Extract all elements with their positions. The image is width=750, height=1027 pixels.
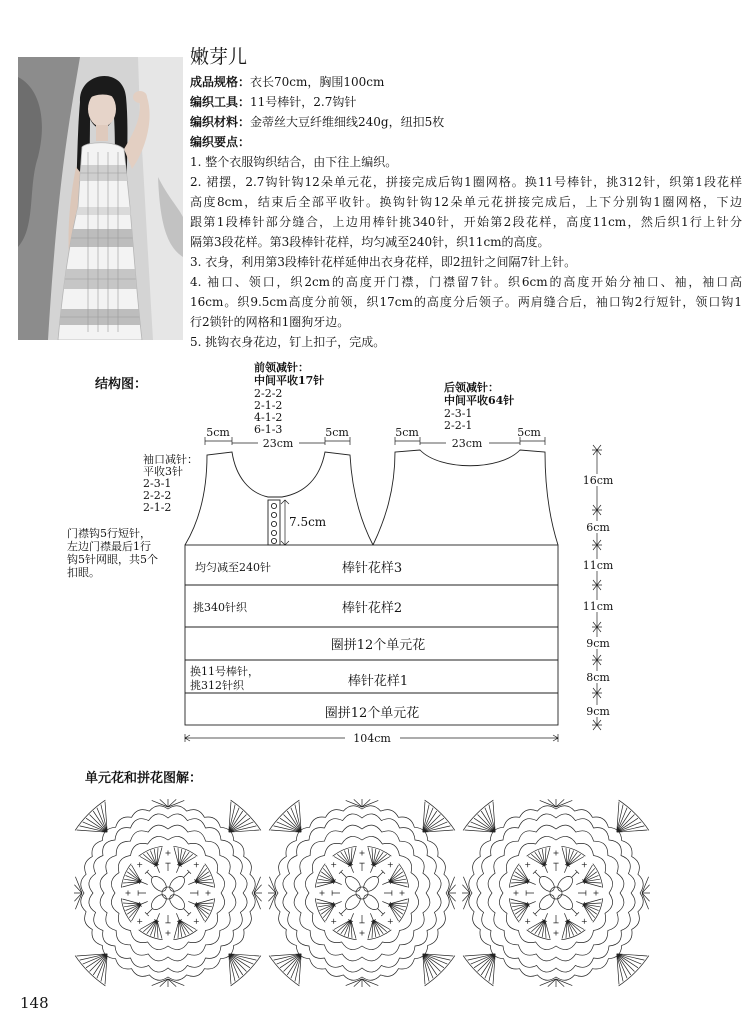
motif-corner-fan — [617, 954, 649, 986]
height-label: 6cm — [586, 521, 610, 534]
structure-diagram — [0, 350, 750, 995]
motif-fan — [121, 898, 141, 922]
back-neck-step: 2-3-1 — [444, 407, 473, 420]
motif-fan — [527, 846, 551, 866]
armhole-step: 2-3-1 — [143, 477, 172, 490]
motif-fan — [173, 846, 197, 866]
motif-petal — [151, 895, 166, 910]
note-line: 16cm。织9.5cm高度分前领，织17cm的高度分后领子。两肩缝合后，袖口钩2行短针，领口钩1 — [190, 295, 742, 309]
motif-petal — [558, 876, 573, 891]
motif-corner-fan — [269, 800, 301, 832]
back-neck-decrease — [444, 380, 514, 432]
motif-petal — [364, 876, 379, 891]
motif-corner-fan — [229, 800, 261, 832]
note-line: 高度8cm，结束后全部平收针。换钩针钩12朵单元花拼接完成后，上下分别钩1圈网格，下边 — [190, 195, 742, 209]
back-piece-outline — [373, 450, 558, 545]
motif-petal — [151, 876, 166, 891]
motif-stitch-ring — [332, 863, 392, 923]
structure-heading: 结构图： — [95, 377, 148, 392]
motif-corner-fan — [229, 954, 261, 986]
button-icon — [271, 538, 276, 543]
armhole-step: 2-2-2 — [143, 489, 172, 502]
top-dimension-lines — [205, 437, 545, 445]
notes-heading: 编织要点： — [190, 135, 251, 149]
crochet-motif-3 — [462, 799, 650, 987]
note-line: 2. 裙摆，2.7钩针钩12朵单元花，拼接完成后钩1圈网格。换11号棒针，挑312针，织第1段花样 — [190, 175, 742, 189]
spec-label: 编织工具： — [190, 95, 251, 109]
motif-fan — [139, 920, 163, 940]
band-1-label: 棒针花样1 — [347, 674, 409, 689]
motif-petal — [345, 876, 360, 891]
motif-fan — [315, 898, 335, 922]
motif-fan — [527, 920, 551, 940]
motif-center-ring — [356, 887, 368, 899]
height-label: 11cm — [582, 600, 614, 613]
spec-label: 编织材料： — [190, 115, 251, 129]
motif-petal — [170, 895, 185, 910]
motif-corner-fan — [423, 954, 455, 986]
motif-chain-ring — [488, 825, 624, 961]
note-line: 4. 袖口、领口，织2cm的高度开门襟，门襟留7针。织6cm的高度开始分袖口、袖，袖口高 — [190, 275, 742, 289]
note-line: 1. 整个衣服钩织结合，由下往上编织。 — [190, 155, 398, 169]
front-shoulder-width-left: 5cm — [206, 426, 230, 439]
motif-fan — [561, 920, 585, 940]
placket-height-line — [281, 500, 289, 545]
motif-fan — [195, 898, 215, 922]
band-2-left-label: 挑340针织 — [193, 601, 247, 614]
motif-heading: 单元花和拼花图解： — [85, 771, 203, 786]
height-label: 9cm — [586, 705, 610, 718]
front-neck-step: 6-1-3 — [254, 423, 283, 436]
back-neck-center: 中间平收64针 — [444, 394, 515, 407]
motif-fan — [315, 864, 335, 888]
height-scale — [592, 445, 602, 730]
motif-fan — [389, 898, 409, 922]
spec-value: 11号棒针，2.7钩针 — [250, 95, 357, 109]
motif-chain-ring — [89, 814, 247, 972]
note-line: 跟第1段棒针部分缝合，上边用棒针挑340针，开始第2段花样，高度11cm，然后织1行上针分 — [190, 215, 742, 229]
motif-petal — [558, 895, 573, 910]
button-icon — [271, 530, 276, 535]
spec-tools — [190, 92, 742, 112]
motif-fan — [509, 898, 529, 922]
note-line: 3. 衣身，利用第3段棒针花样延伸出衣身花样，即2扭针之间隔7针上针。 — [190, 255, 577, 269]
armhole-decrease — [143, 452, 198, 514]
motif-chain-ring — [100, 825, 236, 961]
armhole-step: 2-1-2 — [143, 501, 172, 514]
placket-note — [67, 526, 158, 579]
band-1-left-label: 换11号棒针， — [190, 665, 259, 678]
front-piece-outline — [185, 452, 373, 545]
front-neck-step: 4-1-2 — [254, 411, 283, 424]
back-shoulder-width-right: 5cm — [517, 426, 541, 439]
motif-corner-fan — [463, 954, 495, 986]
placket-note-line: 左边门襟最后1行 — [67, 540, 151, 553]
motif-fan — [583, 864, 603, 888]
back-neck-width: 23cm — [451, 437, 483, 450]
front-neck-step: 2-2-2 — [254, 387, 283, 400]
motif-petal — [170, 876, 185, 891]
height-labels — [582, 474, 614, 718]
motif-stitch-ring — [526, 863, 586, 923]
motif-fan — [583, 898, 603, 922]
armhole-title: 袖口减针： — [143, 453, 198, 466]
motif-petal — [364, 895, 379, 910]
page-number: 148 — [20, 994, 49, 1012]
button-icon — [271, 503, 276, 508]
front-neck-step: 2-1-2 — [254, 399, 283, 412]
front-neck-decrease — [254, 360, 324, 436]
placket-note-line: 门襟钩5行短针， — [67, 527, 151, 540]
height-label: 16cm — [582, 474, 614, 487]
spec-value: 衣长70cm，胸围100cm — [250, 75, 385, 89]
pattern-info — [190, 42, 742, 352]
spec-label: 成品规格： — [190, 75, 251, 89]
note-line: 行2锁针的网格和1圈狗牙边。 — [190, 315, 350, 329]
motif-fan — [561, 846, 585, 866]
armhole-center: 平收3针 — [143, 465, 183, 478]
motif-fan — [173, 920, 197, 940]
motif-fan — [333, 846, 357, 866]
front-neck-title: 前领减针： — [254, 361, 309, 374]
front-neck-center: 中间平收17针 — [254, 374, 325, 387]
motif-fan — [195, 864, 215, 888]
motif-corner-fan — [75, 954, 107, 986]
note-line: 隔第3段花样。第3段棒针花样，均匀减至240针，织11cm的高度。 — [190, 235, 550, 249]
note-line: 5. 挑钩衣身花边，钉上扣子，完成。 — [190, 335, 386, 349]
motif-center-ring — [550, 887, 562, 899]
motif-fan — [121, 864, 141, 888]
band-2-label: 棒针花样2 — [341, 601, 403, 616]
motif-corner-fan — [463, 800, 495, 832]
motif-petal — [539, 876, 554, 891]
model-photo-image — [18, 57, 183, 340]
height-label: 9cm — [586, 637, 610, 650]
crochet-motif-1 — [74, 799, 262, 987]
motif-chain-ring — [283, 814, 441, 972]
front-shoulder-width-right: 5cm — [325, 426, 349, 439]
motif-stitch-ring — [138, 863, 198, 923]
motif-corner-fan — [75, 800, 107, 832]
button-icon — [271, 521, 276, 526]
motif-petal — [539, 895, 554, 910]
band-1-left-label: 挑312针织 — [190, 679, 244, 692]
motif-fan — [389, 864, 409, 888]
placket-height-label: 7.5cm — [289, 515, 327, 529]
crochet-motif-2 — [268, 799, 456, 987]
motif-fan — [509, 864, 529, 888]
spec-value: 金蒂丝大豆纤维细线240g，纽扣5枚 — [250, 115, 445, 129]
back-shoulder-width-left: 5cm — [395, 426, 419, 439]
motif-band-upper-label: 圈拼12个单元花 — [330, 638, 426, 653]
motif-petal — [345, 895, 360, 910]
motif-corner-fan — [617, 800, 649, 832]
motif-center-ring — [162, 887, 174, 899]
front-neck-width: 23cm — [262, 437, 294, 450]
motif-chain-ring — [294, 825, 430, 961]
height-label: 8cm — [586, 671, 610, 684]
back-neck-step: 2-2-1 — [444, 419, 473, 432]
motif-band-lower-label: 圈拼12个单元花 — [324, 706, 420, 721]
height-label: 11cm — [582, 559, 614, 572]
total-width-label: 104cm — [353, 732, 391, 745]
band-3-label: 棒针花样3 — [341, 561, 403, 576]
placket-note-line: 钩5针网眼，共5个 — [67, 553, 158, 566]
pattern-title: 嫩芽儿 — [190, 46, 248, 68]
motif-chain-ring — [477, 814, 635, 972]
motif-corner-fan — [423, 800, 455, 832]
motif-fan — [367, 920, 391, 940]
motif-fan — [139, 846, 163, 866]
button-icon — [271, 512, 276, 517]
model-photo — [18, 57, 183, 340]
spec-size — [190, 72, 742, 92]
placket-note-line: 扣眼。 — [67, 566, 100, 579]
spec-materials — [190, 112, 742, 132]
motif-fan — [367, 846, 391, 866]
back-neck-title: 后领减针： — [444, 381, 499, 394]
band-3-left-label: 均匀减至240针 — [195, 561, 271, 574]
motif-corner-fan — [269, 954, 301, 986]
motif-fan — [333, 920, 357, 940]
